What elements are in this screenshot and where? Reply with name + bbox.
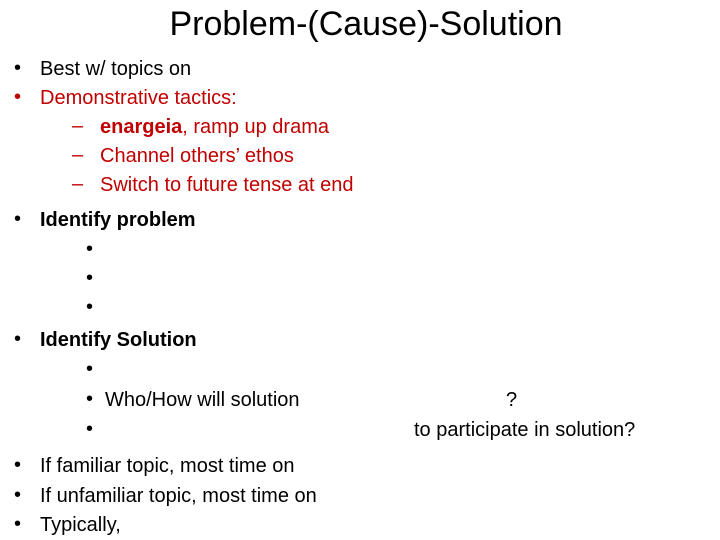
enargeia-term: enargeia <box>100 116 183 138</box>
sub-future-tense: Switch to future tense at end <box>100 174 354 196</box>
sub-bullet-marker: • <box>86 358 94 380</box>
bullet-marker: • <box>14 484 22 506</box>
bullet-identify-problem: Identify problem <box>40 209 196 231</box>
bullet-marker: • <box>14 328 22 350</box>
bullet-marker: • <box>14 454 22 476</box>
bullet-identify-solution: Identify Solution <box>40 329 197 351</box>
bullet-typically: Typically, <box>40 514 121 536</box>
bullet-marker: • <box>14 57 22 79</box>
bullet-marker: • <box>14 86 22 108</box>
bullet-marker: • <box>14 513 22 535</box>
sub-who-how-continuation: ? <box>506 389 518 411</box>
bullet-marker: • <box>14 208 22 230</box>
sub-participate-continuation: to participate in solution? <box>414 419 636 441</box>
bullet-demonstrative-tactics: Demonstrative tactics: <box>40 87 237 109</box>
sub-bullet-marker: • <box>86 388 94 410</box>
bullet-unfamiliar-topic: If unfamiliar topic, most time on <box>40 485 317 507</box>
sub-channel-ethos: Channel others’ ethos <box>100 145 294 167</box>
sub-who-how-solution: Who/How will solution <box>105 389 300 411</box>
sub-bullet-marker: • <box>86 296 94 318</box>
sub-bullet-marker: • <box>86 267 94 289</box>
dash-marker: – <box>72 173 84 195</box>
sub-bullet-marker: • <box>86 238 94 260</box>
enargeia-rest: , ramp up drama <box>182 116 329 138</box>
bullet-best-topics: Best w/ topics on <box>40 58 192 80</box>
sub-enargeia <box>100 114 329 140</box>
sub-bullet-marker: • <box>86 418 94 440</box>
slide-title: Problem-(Cause)-Solution <box>169 5 563 43</box>
dash-marker: – <box>72 144 84 166</box>
dash-marker: – <box>72 115 84 137</box>
bullet-familiar-topic: If familiar topic, most time on <box>40 455 295 477</box>
